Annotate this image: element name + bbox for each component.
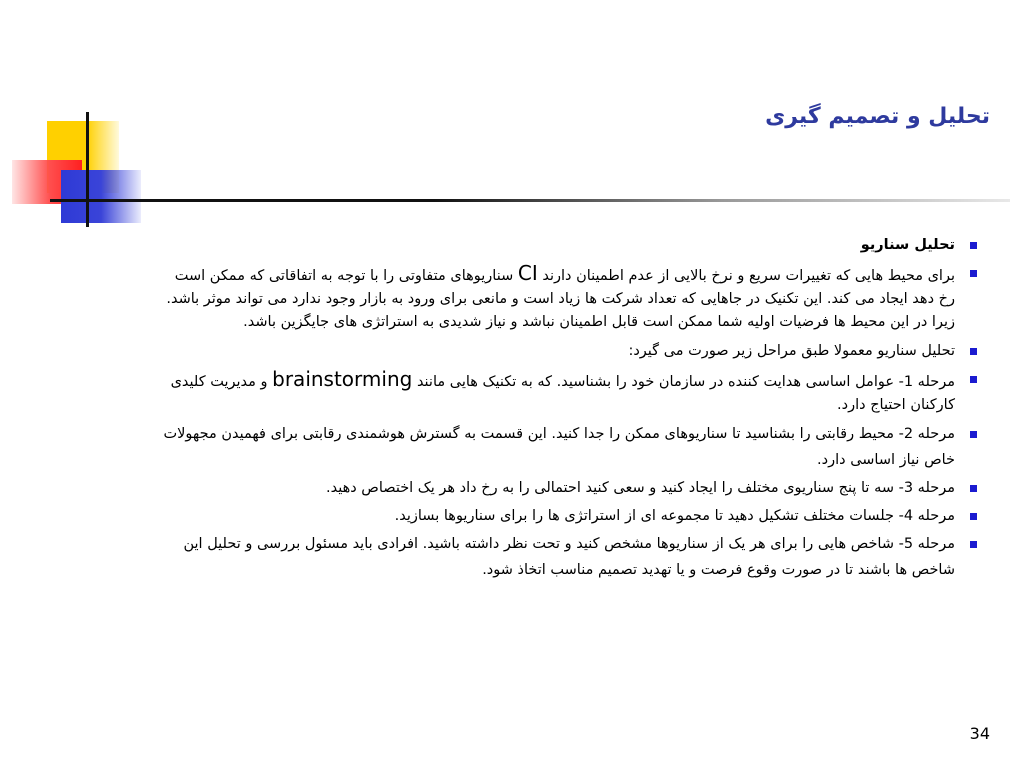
square-bullet-icon	[970, 348, 977, 355]
square-bullet-icon	[970, 431, 977, 438]
logo-vertical-line	[86, 112, 89, 227]
logo-blue-square	[61, 170, 141, 223]
paragraph-text: برای محیط هایی که تغییرات سریع و نرخ بالایی از عدم اطمینان دارند	[542, 268, 955, 284]
paragraph-text: مرحله 4- جلسات مختلف تشکیل دهید تا مجموعه ای از استراتژی ها را برای سناریوها بسازید.	[394, 508, 955, 524]
list-item	[159, 531, 979, 583]
paragraph-text: مرحله 3- سه تا پنج سناریوی مختلف را ایجاد کنید و سعی کنید احتمالی را به رخ داد هر یک اختصاص دهید.	[325, 480, 955, 496]
list-item	[159, 421, 979, 473]
list-item	[159, 260, 979, 336]
list-item	[159, 232, 979, 258]
acronym-ci: CI	[517, 261, 538, 285]
list-item	[159, 338, 979, 364]
paragraph-text: مرحله 1- عوامل اساسی هدایت کننده در سازمان خود را بشناسید. که به تکنیک هایی مانند	[416, 374, 955, 390]
paragraph-text: و مدیریت کلیدی کارکنان احتیاج دارد.	[170, 374, 955, 413]
paragraph-text: سناریوهای متفاوتی را با توجه به اتفاقاتی که ممکن است رخ دهد ایجاد می کند. این تکنیک در جاهایی که تعداد شرکت ها زیاد است و مانعی برای ورود به بازار وجود ندارد می تواند موثر باشد. زیرا در این محیط ها فرضیات اولیه شما ممکن است قابل اطمینان نباشد و نیاز شدیدی به استراتژی های جایگزین باشد.	[166, 268, 955, 330]
square-bullet-icon	[970, 541, 977, 548]
paragraph-text: مرحله 2- محیط رقابتی را بشناسید تا سناریوهای ممکن را جدا کنید. این قسمت به گسترش هوشمندی رقابتی برای فهمیدن مجهولات خاص نیاز اساسی دارد.	[163, 426, 955, 468]
section-heading: تحلیل سناریو	[860, 237, 955, 253]
term-brainstorming: brainstorming	[272, 367, 413, 391]
bullet-list	[159, 232, 979, 583]
square-bullet-icon	[970, 485, 977, 492]
page-number: 34	[969, 724, 990, 743]
square-bullet-icon	[970, 513, 977, 520]
list-item	[159, 475, 979, 501]
slide-title: تحلیل و تصمیم گیری	[765, 104, 990, 129]
list-item	[159, 366, 979, 419]
list-item	[159, 503, 979, 529]
square-bullet-icon	[970, 376, 977, 383]
square-bullet-icon	[970, 270, 977, 277]
paragraph-text: مرحله 5- شاخص هایی را برای هر یک از سناریوها مشخص کنید و تحت نظر داشته باشید. افرادی باید مسئول بررسی و تحلیل این شاخص ها باشند تا در صورت وقوع فرصت و یا تهدید تصمیم مناسب اتخاذ شود.	[183, 536, 955, 578]
title-divider-line	[50, 199, 1010, 202]
paragraph-text: تحلیل سناریو معمولا طبق مراحل زیر صورت می گیرد:	[628, 343, 955, 359]
square-bullet-icon	[970, 242, 977, 249]
